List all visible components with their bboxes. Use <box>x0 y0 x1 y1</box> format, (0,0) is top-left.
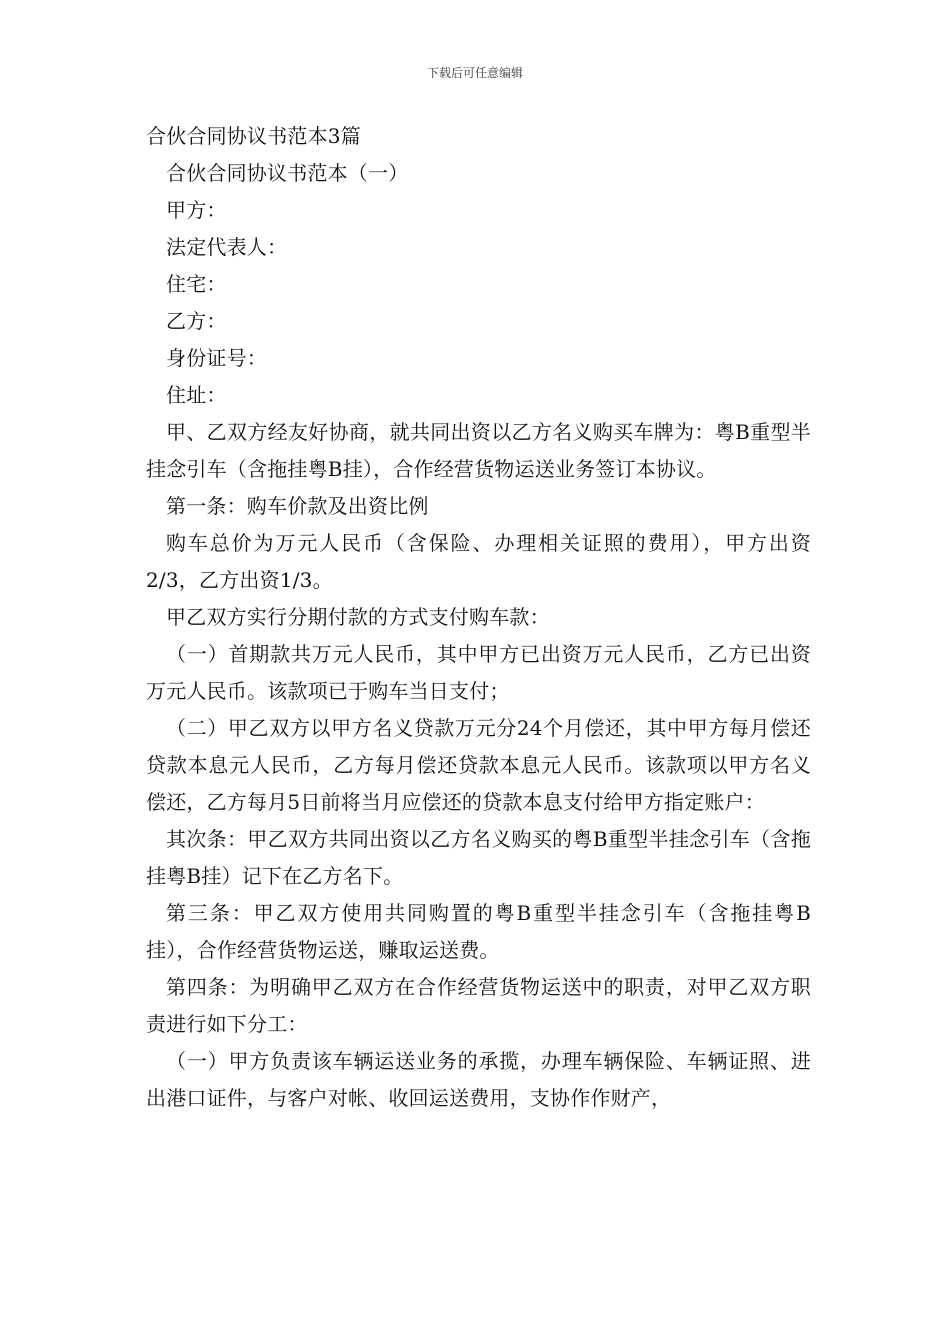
paragraph-intro: 甲、乙双方经友好协商，就共同出资以乙方名义购买车牌为：粤B重型半挂念引车（含拖挂粤B挂），合作经营货物运送业务签订本协议。 <box>146 420 811 481</box>
page-header-note: 下载后可任意编辑 <box>426 66 523 80</box>
paragraph-legal-representative: 法定代表人： <box>166 235 288 259</box>
paragraph-residence: 住宅： <box>166 272 227 296</box>
paragraph-article-4: 第四条：为明确甲乙双方在合作经营货物运送中的职责，对甲乙双方职责进行如下分工： <box>146 975 811 1036</box>
document-title: 合伙合同协议书范本3篇 <box>146 124 361 148</box>
paragraph-article-2: 其次条：甲乙双方共同出资以乙方名义购买的粤B重型半挂念引车（含拖挂粤B挂）记下在乙方名下。 <box>146 827 811 888</box>
paragraph-down-payment: （一）首期款共万元人民币，其中甲方已出资万元人民币，乙方已出资万元人民币。该款项已于购车当日支付； <box>146 642 811 703</box>
paragraph-party-a: 甲方： <box>166 198 227 222</box>
paragraph-total-price: 购车总价为万元人民币（含保险、办理相关证照的费用），甲方出资2/3，乙方出资1/3。 <box>146 531 811 592</box>
paragraph-subtitle: 合伙合同协议书范本（一） <box>166 161 409 185</box>
paragraph-address: 住址： <box>166 383 227 407</box>
paragraph-party-a-duties: （一）甲方负责该车辆运送业务的承揽，办理车辆保险、车辆证照、进出港口证件，与客户对帐、收回运送费用，支协作作财产， <box>146 1049 811 1110</box>
paragraph-article-1-heading: 第一条：购车价款及出资比例 <box>166 494 429 518</box>
paragraph-party-b: 乙方： <box>166 309 227 333</box>
document-body <box>146 118 811 1117</box>
paragraph-installment: 甲乙双方实行分期付款的方式支付购车款： <box>166 605 550 629</box>
paragraph-id-number: 身份证号： <box>166 346 267 370</box>
paragraph-loan: （二）甲乙双方以甲方名义贷款万元分24个月偿还，其中甲方每月偿还贷款本息元人民币，乙方每月偿还贷款本息元人民币。该款项以甲方名义偿还，乙方每月5日前将当月应偿还的贷款本息支付给甲方指定账户： <box>146 716 811 814</box>
paragraph-article-3: 第三条：甲乙双方使用共同购置的粤B重型半挂念引车（含拖挂粤B挂），合作经营货物运送，赚取运送费。 <box>146 901 811 962</box>
